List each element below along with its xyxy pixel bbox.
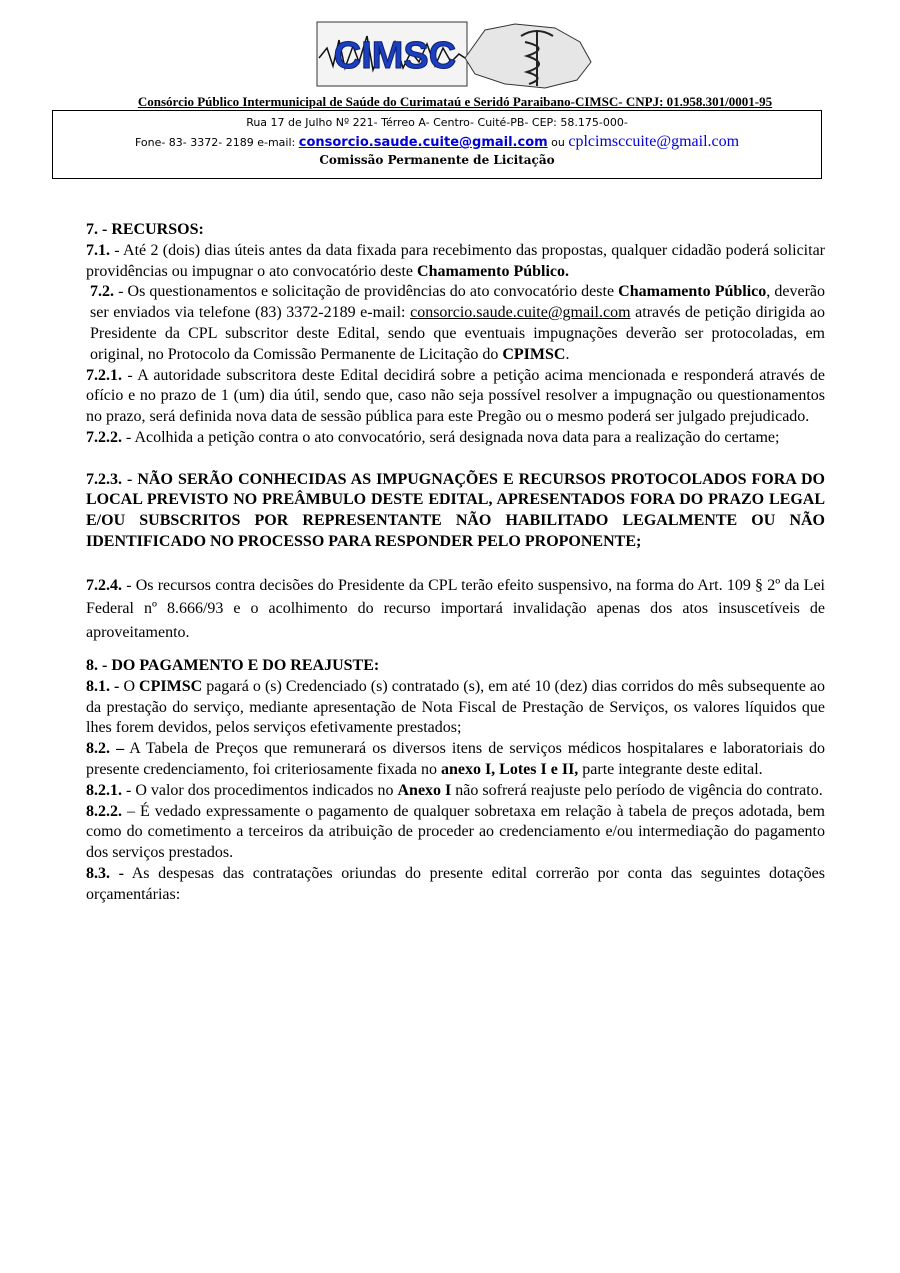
- primary-email-link[interactable]: consorcio.saude.cuite@gmail.com: [298, 135, 548, 150]
- paragraph-7-1: 7.1. - Até 2 (dois) dias úteis antes da data fixada para recebimento das propostas, qualquer cidadão poderá solicitar providências ou impugnar o ato convocatório deste Chamamento Público.: [86, 241, 825, 280]
- paragraph-8-1: 8.1. - O CPIMSC pagará o (s) Credenciado (s) contratado (s), em até 10 (dez) dias corridos do mês subsequente ao da prestação do serviço, mediante apresentação de Nota Fiscal de Prestação de Serviços, os valores líquidos que lhes forem devidos, pelos serviços efetivamente prestados;: [86, 677, 825, 737]
- paragraph-8-2-2: 8.2.2. – É vedado expressamente o pagamento de qualquer sobretaxa em relação à tabela de preços adotada, bem como do cometimento a terceiros da atribuição de proceder ao credenciamento e/ou intermediação do pagamento dos serviços prestados.: [86, 802, 825, 862]
- paragraph-7-2-2: 7.2.2. - Acolhida a petição contra o ato convocatório, será designada nova data para a realização do certame;: [86, 428, 780, 446]
- header-contact-box: [52, 110, 822, 179]
- committee-name: Comissão Permanente de Licitação: [319, 153, 555, 167]
- paragraph-7-2: 7.2. - Os questionamentos e solicitação de providências do ato convocatório deste Chamamento Público, deverão ser enviados via telefone (83) 3372-2189 e-mail: consorcio.saude.cuite@gmail.com através de petição dirigida ao Presidente da CPL subscritor deste Edital, sendo que eventuais impugnações deverão ser protocoladas, em original, no Protocolo da Comissão Permanente de Licitação do CPIMSC.: [90, 283, 826, 363]
- document-body: [86, 220, 825, 906]
- section-8-title: 8. - DO PAGAMENTO E DO REAJUSTE:: [86, 657, 380, 675]
- paragraph-8-3: 8.3. - As despesas das contratações oriundas do presente edital correrão por conta das seguintes dotações orçamentárias:: [86, 865, 826, 903]
- section-7-title: 7. - RECURSOS:: [86, 221, 204, 238]
- cimsc-logo: [315, 18, 597, 92]
- organization-name: Consórcio Público Intermunicipal de Saúde do Curimataú e Seridó Paraibano-CIMSC- CNPJ: 01.958.301/0001-95: [137, 94, 773, 109]
- paragraph-7-2-4: 7.2.4. - Os recursos contra decisões do Presidente da CPL terão efeito suspensivo, na forma do Art. 109 § 2º da Lei Federal nº 8.666/93 e o acolhimento do recurso importará invalidação apenas dos atos insuscetíveis de aproveitamento.: [86, 576, 825, 641]
- paragraph-8-2-1: 8.2.1. - O valor dos procedimentos indicados no Anexo I não sofrerá reajuste pelo período de vigência do contrato.: [86, 781, 823, 799]
- email-link[interactable]: consorcio.saude.cuite@gmail.com: [410, 304, 631, 322]
- secondary-email-link[interactable]: cplcimsccuite@gmail.com: [568, 133, 740, 150]
- email-separator: ou: [551, 136, 565, 149]
- svg-text:CIMSC: CIMSC: [333, 35, 457, 77]
- phone-text: Fone- 83- 3372- 2189 e-mail:: [134, 136, 296, 149]
- paragraph-7-2-3: 7.2.3. - NÃO SERÃO CONHECIDAS AS IMPUGNAÇÕES E RECURSOS PROTOCOLADOS FORA DO LOCAL PREVISTO NO PREÂMBULO DESTE EDITAL, APRESENTADOS FORA DO PRAZO LEGAL E/OU SUBSCRITOS POR REPRESENTANTE NÃO HABILITADO LEGALMENTE OU NÃO IDENTIFICADO NO PROCESSO PARA RESPONDER PELO PROPONENTE;: [86, 470, 825, 550]
- paragraph-8-2: 8.2. – A Tabela de Preços que remunerará os diversos itens de serviços médicos hospitalares e laboratoriais do presente credenciamento, foi criteriosamente fixada no anexo I, Lotes I e II, parte integrante deste edital.: [86, 740, 826, 779]
- paragraph-7-2-1: 7.2.1. - A autoridade subscritora deste Edital decidirá sobre a petição acima mencionada e responderá através de ofício e no prazo de 1 (um) dia útil, sendo que, caso não seja possível resolver a impugnação ou questionamentos no prazo, será definida nova data de sessão pública para este Pregão ou o mesmo poderá ser julgado prejudicado.: [86, 366, 825, 426]
- contact-line: [53, 133, 821, 151]
- address-line: Rua 17 de Julho Nº 221- Térreo A- Centro- Cuité-PB- CEP: 58.175-000-: [246, 116, 628, 129]
